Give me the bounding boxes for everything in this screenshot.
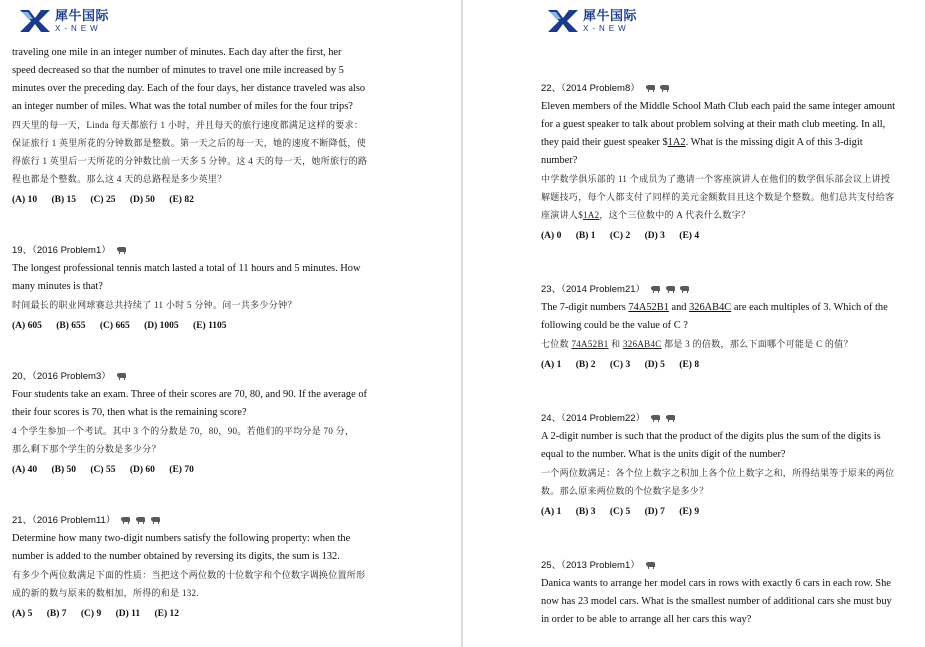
x-logo-icon — [547, 9, 579, 33]
question-text-line — [541, 299, 913, 317]
question-23 — [541, 281, 913, 374]
question-header — [541, 281, 913, 299]
question-number: 25、（2013 Problem1） — [541, 560, 640, 571]
question-cn-line — [541, 206, 913, 224]
ox-icon — [659, 84, 670, 92]
choice: (C) 9 — [80, 609, 102, 619]
question-19 — [12, 242, 451, 335]
question-20 — [12, 368, 451, 479]
question-text-line: minutes over the preceding day. Each of the four days, her distance traveled was also — [12, 83, 366, 94]
difficulty-rating — [116, 368, 128, 386]
choice: (B) 1 — [575, 231, 596, 241]
text-segment: 座演讲人$ — [541, 210, 584, 220]
question-cn-line: 保证旅行 1 英里所花的分钟数都是整数。第一天之后的每一天，她的速度不断降低，使 — [12, 138, 367, 148]
question-header — [12, 512, 451, 530]
ox-icon — [116, 372, 127, 380]
question-header — [541, 557, 913, 575]
choice: (E) 9 — [679, 507, 700, 517]
text-segment: and — [668, 302, 690, 313]
difficulty-rating — [645, 557, 657, 575]
answer-choices — [12, 461, 451, 479]
choice: (C) 2 — [609, 231, 631, 241]
question-text-line: following could be the value of C ? — [541, 320, 688, 331]
question-cn-line: 时间最长的职业网球赛总共持续了 11 小时 5 分钟。问一共多少分钟？ — [12, 300, 297, 310]
question-cn-line: 有多少个两位数满足下面的性质：当把这个两位数的十位数字和个位数字调换位置所形 — [12, 570, 366, 580]
text-segment: ，这个三位数中的 A 代表什么数字？ — [599, 210, 751, 220]
difficulty-rating — [116, 242, 128, 260]
choice: (B) 15 — [51, 195, 76, 205]
question-number: 20、（2016 Problem3） — [12, 371, 111, 382]
question-cn-line: 程也都是个整数。那么这 4 天的总路程是多少英里？ — [12, 174, 227, 184]
question-number: 22、（2014 Problem8） — [541, 83, 640, 94]
question-text-line: now has 23 model cars. What is the smallest number of additional cars she must buy — [541, 596, 892, 607]
question-text-line: speed decreased so that the number of minutes to travel one mile increased by 5 — [12, 65, 344, 76]
brand-logo — [547, 9, 637, 33]
question-header — [541, 410, 913, 428]
ox-icon — [150, 516, 161, 524]
choice: (D) 5 — [644, 360, 665, 370]
question-text-line: Determine how many two-digit numbers satisfy the following property: when the — [12, 533, 351, 544]
underlined-number: 1A2 — [667, 137, 686, 148]
question-cn-line: 一个两位数满足：各个位上数字之积加上各个位上数字之和，所得结果等于原来的两位 — [541, 468, 895, 478]
question-number: 19、（2016 Problem1） — [12, 245, 111, 256]
choice: (B) 50 — [51, 465, 76, 475]
question-text-line: traveling one mile in an integer number of minutes. Each day after the first, her — [12, 47, 342, 58]
underlined-number: 74A52B1 — [628, 302, 669, 313]
question-cn-line: 数。那么原来两位数的个位数字是多少？ — [541, 486, 709, 496]
choice: (B) 7 — [46, 609, 67, 619]
choice: (A) 605 — [12, 321, 42, 331]
choice: (A) 5 — [12, 609, 33, 619]
choice: (A) 1 — [541, 360, 562, 370]
question-text-line: The longest professional tennis match lasted a total of 11 hours and 5 minutes. How — [12, 263, 361, 274]
choice: (D) 50 — [129, 195, 155, 205]
question-cn-line: 那么剩下那个学生的分数是多少分？ — [12, 444, 161, 454]
question-number: 21、（2016 Problem11） — [12, 515, 116, 526]
logo-cn-text: 犀牛国际 — [55, 8, 110, 24]
text-segment: . What is the missing digit A of this 3-digit — [685, 137, 863, 148]
choice: (C) 5 — [609, 507, 631, 517]
question-text-line: their four scores is 70, then what is the remaining score? — [12, 407, 247, 418]
question-text-line: in order to be able to arrange all her cars this way? — [541, 614, 752, 625]
choice: (D) 11 — [115, 609, 141, 619]
answer-choices — [541, 503, 913, 521]
choice: (B) 3 — [575, 507, 596, 517]
choice: (C) 55 — [90, 465, 116, 475]
ox-icon — [120, 516, 131, 524]
question-text-line: for a guest speaker to talk about problem solving at their math club meeting. In all, — [541, 119, 886, 130]
choice: (E) 4 — [679, 231, 700, 241]
text-segment: 和 — [608, 339, 623, 349]
underlined-number: 74A52B1 — [571, 339, 609, 349]
question-cn-line: 成的新的数与原来的数相加，所得的和是 132. — [12, 588, 199, 598]
choice: (E) 12 — [154, 609, 180, 619]
text-segment: they paid their guest speaker $ — [541, 137, 668, 148]
left-content — [12, 44, 451, 623]
brand-logo — [19, 9, 109, 33]
question-text-line: number? — [541, 155, 578, 166]
question-text-line: A 2-digit number is such that the product of the digits plus the sum of the digits is — [541, 431, 881, 442]
question-text-line: equal to the number. What is the units digit of the number? — [541, 449, 786, 460]
text-segment: 七位数 — [541, 339, 572, 349]
logo-en-text: X-NEW — [583, 23, 630, 33]
choice: (E) 70 — [169, 465, 194, 475]
left-page — [0, 0, 461, 647]
ox-icon — [679, 285, 690, 293]
choice: (D) 7 — [644, 507, 665, 517]
choice: (E) 1105 — [193, 321, 227, 331]
text-segment: 都是 3 的倍数，那么下面哪个可能是 C 的值？ — [661, 339, 853, 349]
text-segment: The 7-digit numbers — [541, 302, 629, 313]
question-24 — [541, 410, 913, 521]
question-number: 24、（2014 Problem22） — [541, 413, 646, 424]
ox-icon — [665, 414, 676, 422]
question-cn-line: 四天里的每一天，Linda 每天都旅行 1 小时，并且每天的旅行速度都满足这样的要求： — [12, 120, 364, 130]
choice: (C) 665 — [99, 321, 130, 331]
question-22 — [541, 80, 913, 245]
choice: (A) 40 — [12, 465, 38, 475]
text-segment: are each multiples of 3. Which of the — [731, 302, 888, 313]
answer-choices — [541, 227, 913, 245]
question-text-line: an integer number of miles. What was the total number of miles for the four trips? — [12, 101, 353, 112]
question-cn-line — [541, 335, 913, 353]
question-21 — [12, 512, 451, 623]
underlined-number: 1A2 — [583, 210, 600, 220]
question-header — [12, 368, 451, 386]
answer-choices — [12, 605, 451, 623]
choice: (A) 10 — [12, 195, 38, 205]
question-continued — [12, 44, 451, 209]
answer-choices — [541, 356, 913, 374]
question-number: 23、（2014 Problem21） — [541, 284, 646, 295]
choice: (B) 2 — [575, 360, 596, 370]
ox-icon — [116, 246, 127, 254]
choice: (A) 0 — [541, 231, 562, 241]
choice: (B) 655 — [56, 321, 86, 331]
choice: (E) 82 — [169, 195, 194, 205]
question-text-line: Danica wants to arrange her model cars in rows with exactly 6 cars in each row. She — [541, 578, 891, 589]
difficulty-rating — [120, 512, 161, 530]
difficulty-rating — [645, 80, 672, 98]
choice: (C) 3 — [609, 360, 631, 370]
question-text-line: many minutes is that? — [12, 281, 103, 292]
answer-choices — [12, 191, 451, 209]
question-text-line: Eleven members of the Middle School Math Club each paid the same integer amount — [541, 101, 896, 112]
question-cn-line: 得旅行 1 英里后一天所花的分钟数比前一天多 5 分钟。这 4 天的每一天，她所旅行的路 — [12, 156, 368, 166]
choice: (A) 1 — [541, 507, 562, 517]
difficulty-rating — [650, 281, 691, 299]
x-logo-icon — [19, 9, 51, 33]
right-page — [463, 0, 925, 647]
question-text-line: Four students take an exam. Three of their scores are 70, 80, and 90. If the average of — [12, 389, 367, 400]
ox-icon — [645, 561, 656, 569]
question-cn-line: 解题技巧，每个人都支付了同样的美元金额数目且这个数是个整数。他们总共支付给客 — [541, 192, 895, 202]
logo-cn-text: 犀牛国际 — [583, 8, 638, 24]
underlined-number: 326AB4C — [622, 339, 662, 349]
right-content — [541, 80, 913, 629]
question-cn-line: 4 个学生参加一个考试。其中 3 个的分数是 70，80，90。若他们的平均分是 70 分， — [12, 426, 355, 436]
ox-icon — [650, 285, 661, 293]
question-text-line: number is added to the number obtained by reversing its digits, the sum is 132. — [12, 551, 340, 562]
logo-en-text: X-NEW — [55, 23, 102, 33]
choice: (E) 8 — [679, 360, 700, 370]
underlined-number: 326AB4C — [689, 302, 732, 313]
ox-icon — [650, 414, 661, 422]
question-25 — [541, 557, 913, 629]
choice: (D) 60 — [129, 465, 155, 475]
difficulty-rating — [650, 410, 677, 428]
choice: (D) 3 — [644, 231, 665, 241]
choice: (C) 25 — [90, 195, 116, 205]
question-cn-line: 中学数学俱乐部的 11 个成员为了邀请一个客座演讲人在他们的数学俱乐部会议上讲授 — [541, 174, 891, 184]
question-header — [541, 80, 913, 98]
answer-choices — [12, 317, 451, 335]
choice: (D) 1005 — [144, 321, 179, 331]
ox-icon — [135, 516, 146, 524]
ox-icon — [645, 84, 656, 92]
ox-icon — [665, 285, 676, 293]
question-header — [12, 242, 451, 260]
question-text-line — [541, 134, 913, 152]
